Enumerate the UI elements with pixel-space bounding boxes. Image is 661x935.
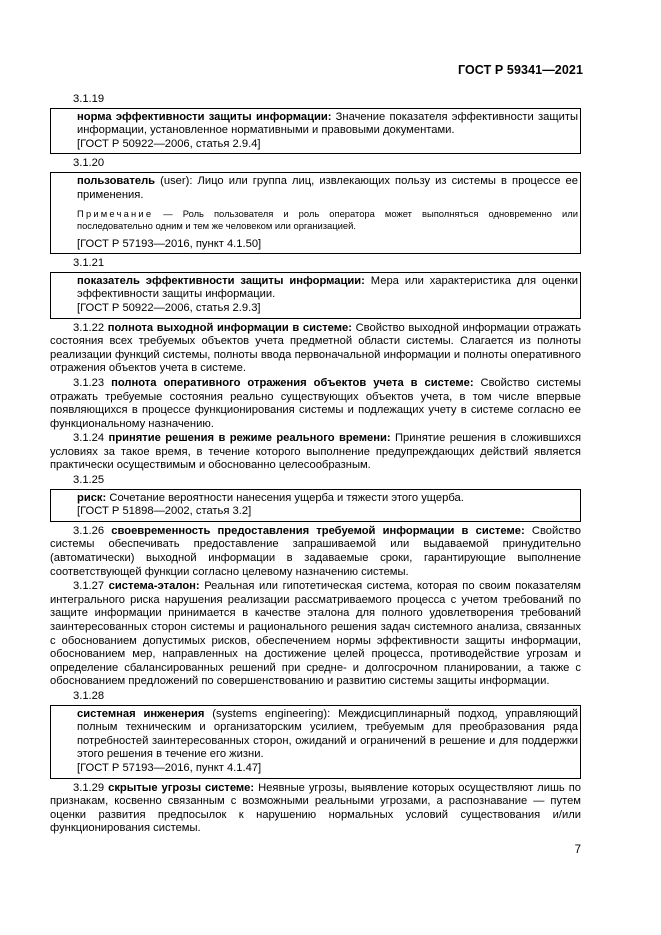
term: показатель эффективности защиты информации:	[77, 274, 365, 287]
entry-number: 3.1.20	[73, 157, 105, 170]
source-reference: [ГОСТ Р 57193—2016, пункт 4.1.47]	[77, 761, 262, 774]
term: пользователь	[77, 174, 156, 187]
paragraph	[50, 377, 581, 431]
note-text: — Роль пользователя и роль оператора может выполняться одновременно или последовательно одним и тем же человеком или организацией.	[77, 208, 578, 232]
paragraph	[50, 432, 581, 473]
definition: Значение показателя эффективности защиты информации, установленное нормативными и правовыми документами.	[77, 110, 578, 137]
entry-number: 3.1.24	[73, 432, 105, 445]
entry-number: 3.1.22	[73, 321, 105, 334]
term: норма эффективности защиты информации:	[77, 110, 332, 123]
note-label: Примечание	[77, 208, 154, 220]
entry-number: 3.1.26	[73, 524, 105, 537]
document-body	[50, 93, 581, 837]
paragraph	[50, 525, 581, 579]
term: полнота оперативного отражения объектов учета в системе:	[111, 376, 474, 389]
definition-box	[50, 705, 581, 779]
source-reference: [ГОСТ Р 57193—2016, пункт 4.1.50]	[77, 237, 262, 250]
definition: Неявные угрозы, выявление которых осуществляют лишь по признакам, косвенно связанным с возможными реальными угрозами, а распознавание — путем оценки развития предпосылок к нарушению нормальных условий существования и/или функционирования системы.	[50, 781, 581, 835]
note	[77, 208, 578, 232]
paragraph	[50, 322, 581, 376]
entry-number: 3.1.29	[73, 781, 105, 794]
definition-box	[50, 272, 581, 319]
entry-number: 3.1.28	[73, 689, 105, 702]
term: система-эталон:	[108, 580, 200, 593]
entry-number: 3.1.21	[73, 257, 105, 270]
definition: Свойство выходной информации отражать состояния всех требуемых объектов учета предметной области системы. Слагается из полноты реализации функций системы, полноты ввода первоначальной информации и полноты оперативного отражения объектов учета в системе.	[50, 321, 581, 375]
definition: Свойство системы обеспечивать предоставление запрашиваемой или выдаваемой принудительно (автоматически) выходной информации в задаваемые сроки, гарантирующие выполнение соответствующей функции согласно целевому назначению системы.	[50, 524, 581, 578]
paragraph	[50, 580, 581, 689]
definition: Мера или характеристика для оценки эффективности защиты информации.	[77, 274, 579, 301]
paragraph	[50, 782, 581, 836]
term: полнота выходной информации в системе:	[107, 321, 352, 334]
definition-box	[50, 489, 581, 522]
definition: Свойство системы отражать требуемые состояния реально существующих объектов учета, в том числе впервые появляющихся в процессе функционирования системы и подлежащих учету в системе согласно ее функциональному назначению.	[50, 376, 581, 430]
definition-box	[50, 108, 581, 155]
term: риск:	[77, 491, 107, 504]
entry-number: 3.1.23	[73, 376, 105, 389]
definition: (user): Лицо или группа лиц, извлекающих пользу из системы в процессе ее применения.	[77, 174, 578, 201]
definition-box	[50, 172, 581, 254]
term: скрытые угрозы системе:	[108, 781, 255, 794]
term: принятие решения в режиме реального времени:	[108, 432, 391, 445]
term: системная инженерия	[77, 707, 205, 720]
entry-number: 3.1.25	[73, 474, 105, 487]
page-number: 7	[574, 844, 581, 856]
source-reference: [ГОСТ Р 50922—2006, статья 2.9.3]	[77, 301, 261, 314]
source-reference: [ГОСТ Р 51898—2002, статья 3.2]	[77, 505, 252, 518]
term: своевременность предоставления требуемой информации в системе:	[111, 524, 525, 537]
definition: Реальная или гипотетическая система, которая по своим показателям интегрального риска нарушения реализации рассматриваемого процесса с учетом требований по защите информации принимается в качестве эталона для полного удовлетворения требований заинтересованных сторон системы и рационального решения задач системного анализа, связанных с обоснованием допустимых рисков, обеспечением нормы эффективности защиты информации, обоснованием мер, направленных на достижение целей процесса, противодействие угрозам и определение сбалансированных решений при средне- и долгосрочном планировании, а также с обоснованием предложений по совершенствованию и развитию системы защиты информации.	[50, 580, 581, 688]
entry-number: 3.1.27	[73, 580, 105, 593]
source-reference: [ГОСТ Р 50922—2006, статья 2.9.4]	[77, 137, 261, 150]
definition: Принятие решения в сложившихся условиях за такое время, в течение которого выполнение предупреждающих действий является практически осуществимым и обоснованно целесообразным.	[50, 432, 582, 472]
document-header: ГОСТ Р 59341—2021	[457, 63, 583, 77]
definition: Сочетание вероятности нанесения ущерба и тяжести этого ущерба.	[106, 491, 464, 504]
entry-number: 3.1.19	[73, 93, 105, 105]
definition: (systems engineering): Междисциплинарный подход, управляющий полным техническим и организаторским усилием, требуемым для преобразования ряда потребностей заинтересованных сторон, ожиданий и ограничений в решение и для поддержки этого решения в течение его жизни.	[77, 707, 578, 761]
